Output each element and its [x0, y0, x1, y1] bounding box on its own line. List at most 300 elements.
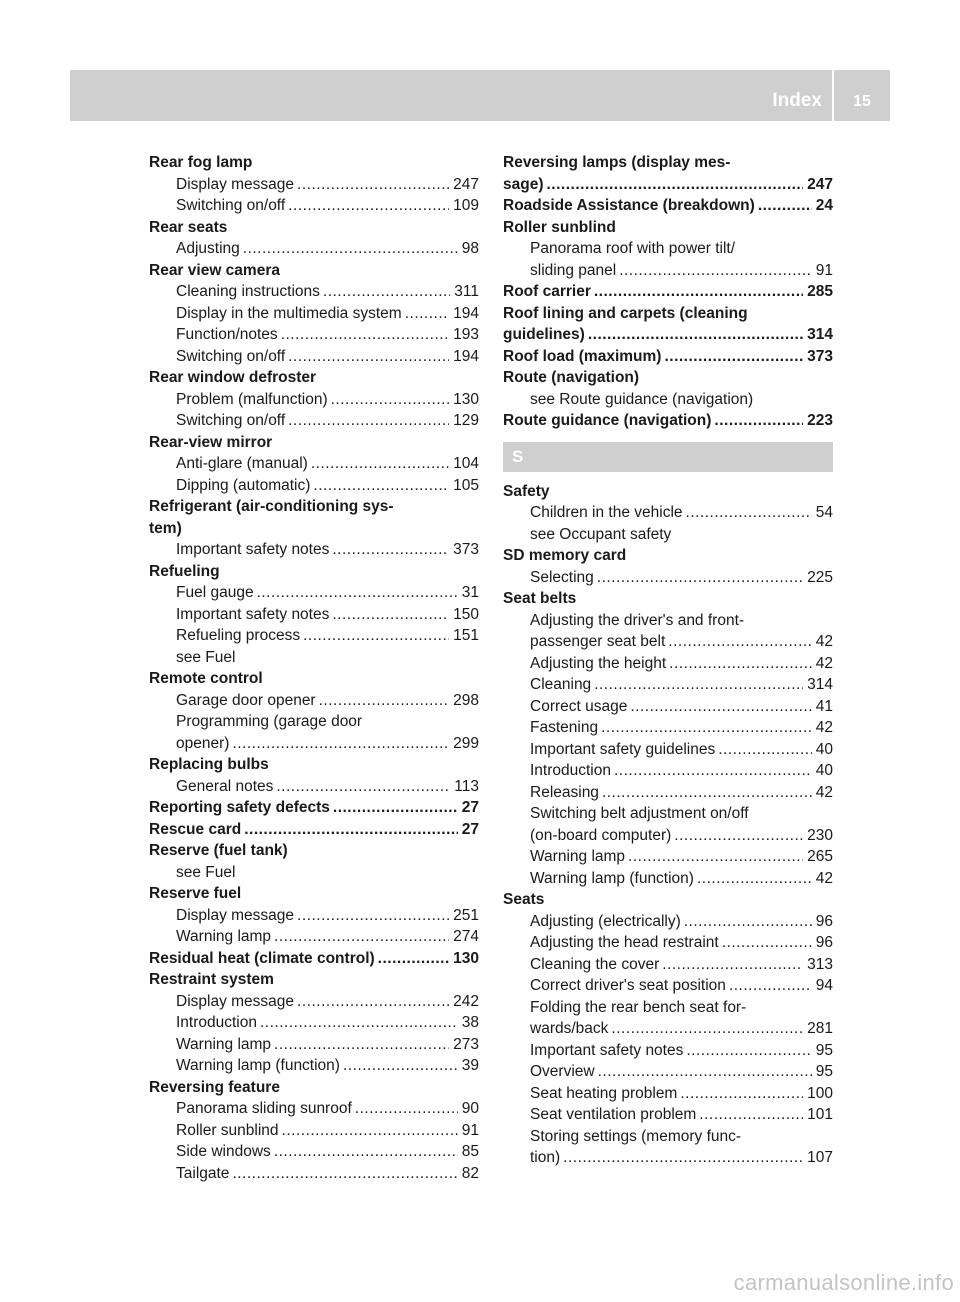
index-entry — [149, 561, 479, 583]
dot-leader — [594, 674, 803, 696]
page-reference: 40 — [815, 740, 833, 758]
dot-leader — [662, 954, 803, 976]
index-subentry — [503, 717, 833, 739]
entry-text: Switching belt adjustment on/off — [530, 805, 749, 822]
dot-leader — [288, 346, 449, 368]
index-entry — [149, 883, 479, 905]
entry-text: Garage door opener — [176, 691, 316, 709]
page-reference: 194 — [453, 347, 479, 365]
entry-text: Fastening — [530, 719, 599, 736]
index-subentry — [503, 975, 833, 997]
entry-text: Function/notes — [176, 326, 278, 343]
entry-text: see Fuel — [176, 648, 236, 666]
page-reference: 101 — [807, 1106, 833, 1123]
index-column-right — [503, 152, 833, 1169]
entry-text: Display message — [176, 175, 295, 193]
page-reference: 42 — [815, 783, 833, 801]
entry-text: Panorama roof with power tilt/ — [530, 240, 736, 257]
page-reference: 90 — [461, 1100, 479, 1117]
dot-leader — [684, 911, 812, 933]
index-entry — [149, 840, 479, 862]
index-subentry — [149, 410, 479, 432]
index-subentry — [503, 911, 833, 933]
index-subentry — [149, 625, 479, 647]
entry-text: Reserve (fuel tank) — [149, 842, 288, 859]
dot-leader — [274, 926, 449, 948]
dot-leader — [244, 819, 458, 841]
index-subentry — [503, 825, 833, 847]
page-reference: 27 — [461, 799, 479, 816]
dot-leader — [405, 303, 449, 325]
dot-leader — [699, 1104, 803, 1126]
index-subentry — [149, 389, 479, 411]
dot-leader — [758, 195, 812, 217]
page-reference: 130 — [453, 390, 479, 408]
index-entry — [503, 367, 833, 389]
index-entry — [503, 481, 833, 503]
dot-leader — [232, 733, 449, 755]
page-reference: 130 — [453, 949, 479, 967]
page-reference: 247 — [807, 175, 833, 193]
index-subentry — [149, 174, 479, 196]
dot-leader — [297, 174, 449, 196]
dot-leader — [588, 324, 803, 346]
index-subentry — [503, 1018, 833, 1040]
index-entry — [149, 152, 479, 174]
dot-leader — [674, 825, 803, 847]
entry-text: Adjusting (electrically) — [530, 912, 681, 930]
entry-text: Restraint system — [149, 971, 274, 988]
entry-text: Adjusting the head restraint — [530, 934, 719, 951]
index-entry — [149, 797, 479, 819]
entry-text: Refueling process — [176, 627, 301, 644]
index-subentry — [503, 1126, 833, 1148]
section-letter-header: S — [503, 442, 833, 472]
entry-text: Safety — [503, 482, 550, 500]
entry-text: General notes — [176, 777, 274, 795]
entry-text: Route guidance (navigation) — [503, 412, 712, 429]
index-subentry — [149, 1012, 479, 1034]
index-entry — [149, 668, 479, 690]
dot-leader — [619, 260, 812, 282]
entry-text: Roller sunblind — [176, 1121, 279, 1139]
entry-text: sliding panel — [530, 261, 617, 279]
entry-text: Remote control — [149, 670, 263, 687]
page-reference: 265 — [807, 848, 833, 865]
page-reference: 42 — [815, 633, 833, 650]
dot-leader — [288, 410, 449, 432]
dot-leader — [597, 567, 803, 589]
entry-text: Reserve fuel — [149, 885, 242, 902]
dot-leader — [331, 389, 450, 411]
dot-leader — [243, 238, 458, 260]
entry-text: Introduction — [176, 1014, 257, 1031]
dot-leader — [630, 696, 811, 718]
dot-leader — [547, 174, 804, 196]
page-reference: 96 — [815, 912, 833, 930]
index-subentry — [149, 281, 479, 303]
entry-text: Cleaning — [530, 676, 592, 693]
index-subentry — [503, 997, 833, 1019]
page-reference: 151 — [453, 627, 479, 644]
index-entry — [149, 432, 479, 454]
index-subentry — [503, 631, 833, 653]
page-reference: 38 — [461, 1014, 479, 1031]
index-subentry — [503, 653, 833, 675]
index-entry — [503, 545, 833, 567]
entry-text: Panorama sliding sunroof — [176, 1100, 352, 1117]
index-subentry — [149, 346, 479, 368]
entry-text: Adjusting the driver's and front- — [530, 611, 745, 629]
entry-text: see Fuel — [176, 863, 236, 881]
page-reference: 251 — [453, 906, 479, 924]
entry-text: (on-board computer) — [530, 826, 672, 844]
dot-leader — [257, 582, 458, 604]
entry-text: SD memory card — [503, 547, 627, 564]
entry-text: Refrigerant (air-conditioning sys- — [149, 498, 394, 515]
index-entry — [503, 346, 833, 368]
watermark: carmanualsonline.info — [733, 1270, 954, 1295]
entry-text: Seats — [503, 891, 545, 908]
entry-text: Refueling — [149, 562, 220, 580]
page-reference: 104 — [453, 455, 479, 472]
page-reference: 314 — [807, 326, 833, 343]
entry-text: Warning lamp (function) — [176, 1057, 340, 1074]
entry-text: Fuel gauge — [176, 584, 254, 601]
index-entry — [149, 948, 479, 970]
entry-text: sage) — [503, 175, 544, 193]
index-subentry — [503, 846, 833, 868]
entry-text: Warning lamp — [176, 1035, 272, 1053]
index-subentry — [149, 1120, 479, 1142]
dot-leader — [282, 1120, 458, 1142]
page-reference: 247 — [453, 175, 479, 193]
index-subentry — [149, 862, 479, 884]
entry-text: Reversing feature — [149, 1078, 280, 1096]
dot-leader — [729, 975, 812, 997]
page-reference: 85 — [461, 1143, 479, 1160]
index-subentry — [149, 195, 479, 217]
dot-leader — [628, 846, 803, 868]
index-entry — [503, 410, 833, 432]
page-reference: 91 — [815, 261, 833, 279]
index-subentry — [149, 733, 479, 755]
page-reference: 109 — [453, 197, 479, 214]
entry-text: Rescue card — [149, 820, 242, 838]
dot-leader — [601, 717, 812, 739]
entry-text: Anti-glare (manual) — [176, 455, 308, 472]
dot-leader — [297, 905, 449, 927]
dot-leader — [281, 324, 449, 346]
index-subentry — [149, 711, 479, 733]
index-subentry — [503, 610, 833, 632]
index-entry — [149, 1077, 479, 1099]
dot-leader — [311, 453, 449, 475]
page-reference: 96 — [815, 934, 833, 951]
page-reference: 285 — [807, 283, 833, 300]
page-reference: 42 — [815, 869, 833, 887]
entry-text: Releasing — [530, 783, 599, 801]
page-reference: 373 — [453, 541, 479, 558]
index-subentry — [503, 782, 833, 804]
entry-text: Residual heat (climate control) — [149, 949, 375, 967]
page-reference: 281 — [807, 1020, 833, 1037]
entry-text: Route (navigation) — [503, 369, 640, 386]
dot-leader — [274, 1141, 458, 1163]
entry-text: Dipping (automatic) — [176, 476, 311, 494]
index-entry — [503, 152, 833, 174]
entry-text: Rear window defroster — [149, 369, 317, 386]
page-reference: 100 — [807, 1084, 833, 1102]
dot-leader — [232, 1163, 457, 1185]
page-reference: 314 — [807, 676, 833, 693]
page-reference: 107 — [807, 1149, 833, 1166]
entry-text: Important safety guidelines — [530, 740, 716, 758]
page-reference: 27 — [461, 820, 479, 838]
index-subentry — [503, 739, 833, 761]
index-subentry — [503, 524, 833, 546]
dot-leader — [274, 1034, 449, 1056]
page-reference: 298 — [453, 691, 479, 709]
index-subentry — [503, 1040, 833, 1062]
dot-leader — [611, 1018, 803, 1040]
entry-text: Switching on/off — [176, 347, 286, 365]
dot-leader — [714, 410, 803, 432]
page-reference: 98 — [461, 240, 479, 257]
entry-text: Folding the rear bench seat for- — [530, 998, 747, 1016]
index-subentry — [149, 905, 479, 927]
index-subentry — [149, 324, 479, 346]
page-reference: 39 — [461, 1057, 479, 1074]
page-reference: 82 — [461, 1164, 479, 1182]
dot-leader — [355, 1098, 458, 1120]
index-subentry — [503, 1061, 833, 1083]
entry-text: Display message — [176, 906, 295, 924]
dot-leader — [669, 653, 812, 675]
index-subentry — [149, 1163, 479, 1185]
entry-text: Storing settings (memory func- — [530, 1127, 742, 1145]
dot-leader — [664, 346, 803, 368]
entry-text: Warning lamp — [176, 928, 272, 945]
index-entry — [503, 217, 833, 239]
index-subentry — [149, 539, 479, 561]
dot-leader — [594, 281, 803, 303]
entry-text: see Occupant safety — [530, 525, 672, 543]
index-entry — [503, 174, 833, 196]
entry-text: Replacing bulbs — [149, 756, 269, 773]
entry-text: Correct usage — [530, 697, 628, 715]
index-subentry — [503, 803, 833, 825]
entry-text: Switching on/off — [176, 197, 286, 214]
index-subentry — [149, 647, 479, 669]
index-subentry — [503, 502, 833, 524]
index-subentry — [503, 567, 833, 589]
dot-leader — [680, 1083, 803, 1105]
page-reference: 91 — [461, 1121, 479, 1139]
index-entry — [149, 969, 479, 991]
index-subentry — [149, 238, 479, 260]
entry-text: Selecting — [530, 568, 594, 586]
page-reference: 40 — [815, 762, 833, 779]
index-subentry — [503, 868, 833, 890]
page-reference: 225 — [807, 568, 833, 586]
page-reference: 105 — [453, 476, 479, 494]
dot-leader — [686, 502, 812, 524]
page-reference: 193 — [453, 326, 479, 343]
entry-text: Important safety notes — [176, 605, 330, 623]
index-entry — [149, 217, 479, 239]
page-reference: 273 — [453, 1035, 479, 1053]
index-subentry — [503, 932, 833, 954]
index-subentry — [149, 1141, 479, 1163]
entry-text: Rear-view mirror — [149, 433, 273, 451]
entry-text: Rear fog lamp — [149, 154, 253, 171]
entry-text: Problem (malfunction) — [176, 390, 328, 408]
index-subentry — [503, 1083, 833, 1105]
dot-leader — [718, 739, 812, 761]
entry-text: Display in the multimedia system — [176, 304, 402, 322]
page-reference: 230 — [807, 826, 833, 844]
entry-text: Reversing lamps (display mes- — [503, 154, 731, 171]
index-subentry — [503, 1104, 833, 1126]
index-subentry — [149, 991, 479, 1013]
page-reference: 299 — [453, 734, 479, 752]
dot-leader — [563, 1147, 803, 1169]
dot-leader — [598, 1061, 812, 1083]
page-number: 15 — [853, 93, 871, 110]
entry-text: Reporting safety defects — [149, 799, 330, 816]
dot-leader — [722, 932, 812, 954]
index-entry — [503, 324, 833, 346]
entry-text: Adjusting — [176, 240, 240, 257]
dot-leader — [276, 776, 450, 798]
dot-leader — [333, 797, 458, 819]
page-reference: 54 — [815, 504, 833, 521]
entry-text: Adjusting the height — [530, 654, 667, 672]
entry-text: Correct driver's seat position — [530, 977, 726, 994]
index-entry — [503, 588, 833, 610]
page-title: Index — [772, 90, 822, 111]
entry-text: Introduction — [530, 762, 611, 779]
index-subentry — [149, 303, 479, 325]
page-reference: 242 — [453, 992, 479, 1010]
entry-text: wards/back — [530, 1020, 609, 1037]
entry-text: Roof carrier — [503, 283, 591, 300]
index-entry — [149, 819, 479, 841]
entry-text: Roof load (maximum) — [503, 347, 662, 365]
index-entry — [503, 303, 833, 325]
page-reference: 42 — [815, 654, 833, 672]
dot-leader — [602, 782, 812, 804]
index-subentry — [503, 674, 833, 696]
page-reference: 194 — [453, 304, 479, 322]
entry-text: Switching on/off — [176, 412, 286, 429]
page-reference: 311 — [454, 283, 479, 300]
entry-text: Rear seats — [149, 218, 228, 236]
index-subentry — [503, 760, 833, 782]
entry-text: Important safety notes — [176, 541, 330, 558]
entry-text: Seat heating problem — [530, 1084, 678, 1102]
page-reference: 31 — [461, 584, 479, 601]
index-subentry — [149, 453, 479, 475]
entry-text: Children in the vehicle — [530, 504, 683, 521]
index-entry — [149, 260, 479, 282]
dot-leader — [378, 948, 449, 970]
index-subentry — [149, 690, 479, 712]
dot-leader — [319, 690, 450, 712]
dot-leader — [686, 1040, 811, 1062]
page-reference: 42 — [815, 719, 833, 736]
index-entry — [149, 496, 479, 518]
index-subentry — [503, 238, 833, 260]
entry-text: Roadside Assistance (breakdown) — [503, 197, 755, 214]
index-entry — [149, 518, 479, 540]
entry-text: Warning lamp (function) — [530, 869, 694, 887]
entry-text: Rear view camera — [149, 261, 280, 279]
dot-leader — [697, 868, 812, 890]
entry-text: Programming (garage door — [176, 713, 363, 730]
page-reference: 150 — [453, 605, 479, 623]
index-subentry — [149, 926, 479, 948]
index-entry — [149, 367, 479, 389]
entry-text: guidelines) — [503, 326, 585, 343]
index-subentry — [149, 776, 479, 798]
dot-leader — [668, 631, 811, 653]
entry-text: see Route guidance (navigation) — [530, 390, 754, 408]
entry-text: tion) — [530, 1149, 561, 1166]
page-reference: 223 — [807, 412, 833, 429]
index-subentry — [503, 1147, 833, 1169]
page-reference: 274 — [453, 928, 479, 945]
dot-leader — [303, 625, 449, 647]
entry-text: Seat belts — [503, 590, 577, 607]
index-subentry — [149, 604, 479, 626]
entry-text: Tailgate — [176, 1164, 230, 1182]
index-subentry — [503, 954, 833, 976]
entry-text: Side windows — [176, 1143, 271, 1160]
page-reference: 95 — [815, 1063, 833, 1080]
index-entry — [503, 281, 833, 303]
dot-leader — [313, 475, 449, 497]
index-subentry — [149, 1098, 479, 1120]
entry-text: tem) — [149, 519, 182, 537]
entry-text: Display message — [176, 992, 295, 1010]
entry-text: Cleaning instructions — [176, 283, 320, 300]
entry-text: Roller sunblind — [503, 218, 616, 236]
index-subentry — [149, 475, 479, 497]
index-entry — [503, 889, 833, 911]
index-subentry — [503, 696, 833, 718]
entry-text: Warning lamp — [530, 848, 626, 865]
dot-leader — [297, 991, 449, 1013]
index-subentry — [149, 582, 479, 604]
index-entry — [149, 754, 479, 776]
page-reference: 41 — [815, 697, 833, 715]
dot-leader — [332, 539, 449, 561]
entry-text: Seat ventilation problem — [530, 1106, 697, 1123]
index-subentry — [503, 260, 833, 282]
index-subentry — [149, 1034, 479, 1056]
page-reference: 129 — [453, 412, 479, 429]
page-reference: 95 — [815, 1041, 833, 1059]
page-reference: 113 — [454, 777, 479, 795]
entry-text: Overview — [530, 1063, 595, 1080]
index-subentry — [503, 389, 833, 411]
entry-text: opener) — [176, 734, 230, 752]
entry-text: Cleaning the cover — [530, 955, 660, 973]
page-reference: 94 — [815, 977, 833, 994]
entry-text: Important safety notes — [530, 1041, 684, 1059]
